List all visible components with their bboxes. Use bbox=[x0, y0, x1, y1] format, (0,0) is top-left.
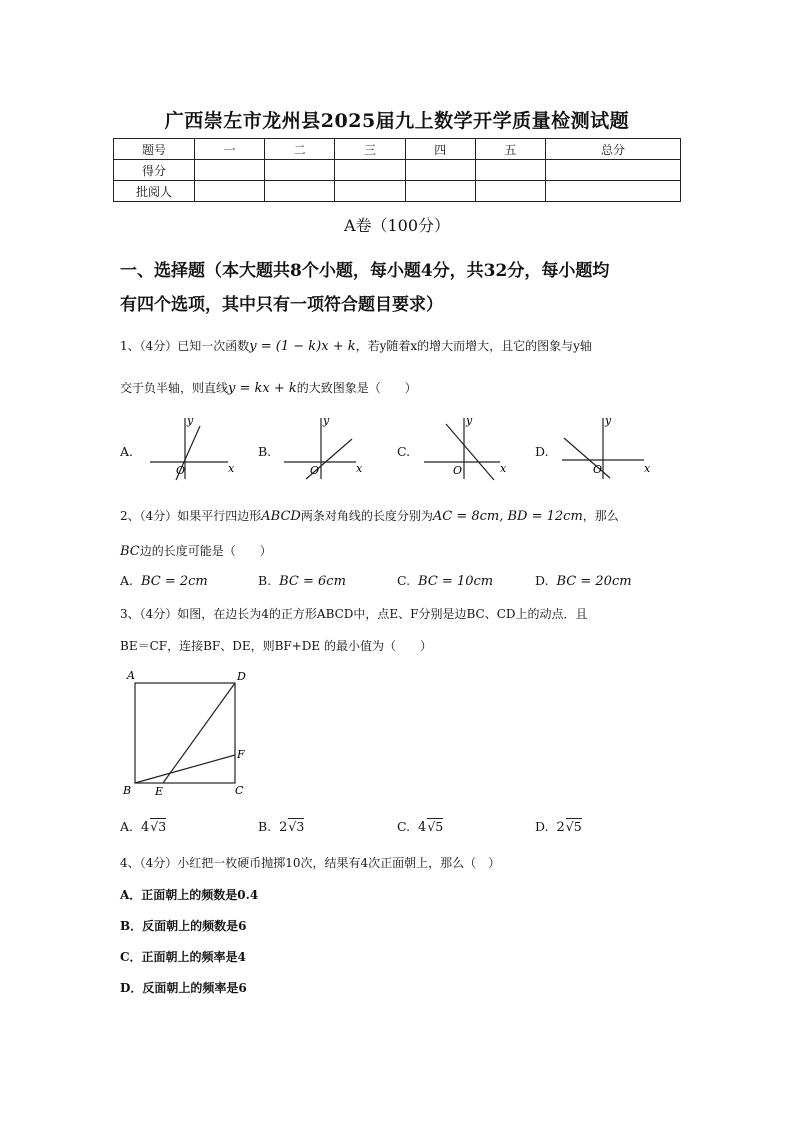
q3-option-b bbox=[258, 819, 304, 835]
q1-graph-a bbox=[148, 412, 236, 482]
option-value: BC = 2cm bbox=[140, 574, 208, 589]
x-axis-label: x bbox=[500, 462, 507, 475]
origin-label: O bbox=[176, 464, 186, 477]
option-label: A. bbox=[120, 819, 134, 834]
option-value: BC = 10cm bbox=[418, 574, 494, 589]
q1-option-a-label: A. bbox=[120, 444, 134, 459]
q2-formula: AC = 8cm, BD = 12cm bbox=[432, 509, 583, 524]
radicand: 3 bbox=[158, 819, 167, 834]
q1-line2 bbox=[120, 378, 417, 399]
score-table-header-row bbox=[114, 139, 681, 160]
q2-line1 bbox=[120, 506, 619, 527]
q2-option-c bbox=[397, 573, 493, 589]
q1-graph-c bbox=[422, 412, 508, 482]
radical: √5 bbox=[565, 819, 582, 834]
score-cell bbox=[335, 160, 405, 181]
score-table-header-cell: 二 bbox=[265, 139, 335, 160]
score-cell bbox=[335, 181, 405, 202]
part1-heading bbox=[120, 254, 680, 322]
q1-formula1: y = (1 − k)x + k bbox=[249, 339, 356, 354]
radicand: 5 bbox=[435, 819, 444, 834]
option-coef: 4 bbox=[418, 820, 427, 835]
page-title: 广西崇左市龙州县2025届九上数学开学质量检测试题 bbox=[164, 110, 630, 132]
q1-graph-d bbox=[560, 412, 652, 482]
score-cell bbox=[475, 160, 545, 181]
q2-option-b bbox=[258, 573, 346, 589]
option-value: BC = 6cm bbox=[279, 574, 346, 589]
section-a-heading: A卷（100分） bbox=[343, 216, 451, 235]
point-d-label: D bbox=[237, 670, 246, 683]
score-table-row bbox=[114, 181, 681, 202]
point-f-label: F bbox=[237, 748, 245, 761]
q3-line2: BE＝CF，连接BF、DE，则BF+DE 的最小值为（ ） bbox=[120, 639, 433, 653]
score-cell bbox=[546, 181, 681, 202]
point-b-label: B bbox=[123, 784, 132, 797]
x-axis-label: x bbox=[228, 462, 235, 475]
q3-option-c bbox=[397, 819, 443, 835]
radical: √3 bbox=[150, 819, 167, 834]
option-label: B. bbox=[258, 819, 272, 834]
x-axis-label: x bbox=[644, 462, 651, 475]
score-cell bbox=[265, 181, 335, 202]
radical: √5 bbox=[427, 819, 444, 834]
radicand: 5 bbox=[573, 819, 582, 834]
q2-mid: 两条对角线的长度分别为 bbox=[300, 509, 433, 523]
q2-abcd: ABCD bbox=[261, 509, 301, 524]
origin-label: O bbox=[593, 463, 603, 476]
q4-option-b: B．反面朝上的频数是6 bbox=[120, 919, 247, 933]
score-cell bbox=[265, 160, 335, 181]
score-table-header-cell: 五 bbox=[475, 139, 545, 160]
q2-prefix: 2、（4分）如果平行四边形 bbox=[120, 509, 262, 523]
q1-formula2: y = kx + k bbox=[228, 381, 297, 396]
option-label: B. bbox=[258, 573, 272, 588]
q1-option-c-label: C. bbox=[397, 444, 411, 459]
score-cell bbox=[546, 160, 681, 181]
option-label: A. bbox=[120, 573, 134, 588]
y-axis-label: y bbox=[187, 414, 194, 427]
q2-suffix: ，那么 bbox=[582, 509, 619, 523]
segment-bf bbox=[135, 755, 235, 783]
score-table-header-cell: 四 bbox=[405, 139, 475, 160]
q1-line2-prefix: 交于负半轴，则直线 bbox=[120, 381, 229, 395]
option-value: BC = 20cm bbox=[556, 574, 632, 589]
option-coef: 4 bbox=[140, 820, 150, 835]
x-axis-label: x bbox=[356, 462, 363, 475]
point-e-label: E bbox=[155, 785, 164, 798]
point-a-label: A bbox=[127, 669, 135, 682]
q1-line1 bbox=[120, 336, 592, 357]
square-abcd bbox=[135, 683, 235, 783]
score-table-header-cell: 题号 bbox=[114, 139, 195, 160]
option-label: D. bbox=[535, 573, 549, 588]
q3-option-d bbox=[535, 819, 582, 835]
option-label: D. bbox=[535, 819, 549, 834]
q2-bc: BC bbox=[120, 544, 140, 559]
q4-option-d: D．反面朝上的频率是6 bbox=[120, 981, 247, 995]
q3-square-figure bbox=[118, 666, 258, 802]
y-axis-label: y bbox=[466, 414, 473, 427]
q4-option-c: C．正面朝上的频率是4 bbox=[120, 950, 246, 964]
q2-line2 bbox=[120, 541, 272, 562]
q3-option-a bbox=[120, 819, 166, 835]
q1-line2-suffix: 的大致图象是（ ） bbox=[296, 381, 417, 395]
radicand: 3 bbox=[296, 819, 305, 834]
q1-prefix: 1、（4分）已知一次函数 bbox=[120, 339, 250, 353]
q4-stem: 4、（4分）小红把一枚硬币抛掷10次，结果有4次正面朝上，那么（ ） bbox=[120, 856, 501, 870]
q1-option-d-label: D. bbox=[535, 444, 549, 459]
q1-graph-b bbox=[282, 412, 364, 482]
score-table-row-label: 得分 bbox=[114, 160, 195, 181]
option-coef: 2 bbox=[556, 820, 565, 835]
origin-label: O bbox=[310, 464, 320, 477]
origin-label: O bbox=[453, 464, 463, 477]
q2-option-a bbox=[120, 573, 208, 589]
radical: √3 bbox=[288, 819, 305, 834]
y-axis-label: y bbox=[605, 414, 612, 427]
q2-option-d bbox=[535, 573, 632, 589]
q1-mid: ，若y随着x的增大而增大，且它的图象与y轴 bbox=[355, 339, 592, 353]
score-cell bbox=[405, 181, 475, 202]
q3-line1: 3、（4分）如图，在边长为4的正方形ABCD中，点E、F分别是边BC、CD上的动点．且 bbox=[120, 607, 588, 621]
option-label: C. bbox=[397, 819, 411, 834]
option-coef: 2 bbox=[279, 820, 288, 835]
score-cell bbox=[195, 160, 265, 181]
q2-line2-text: 边的长度可能是（ ） bbox=[139, 544, 272, 558]
score-cell bbox=[405, 160, 475, 181]
score-cell bbox=[195, 181, 265, 202]
score-table-row bbox=[114, 160, 681, 181]
part1-heading-line2: 有四个选项，其中只有一项符合题目要求） bbox=[120, 295, 443, 315]
y-axis-label: y bbox=[323, 414, 330, 427]
q4-option-a: A．正面朝上的频数是0.4 bbox=[120, 888, 259, 902]
score-table-header-cell: 三 bbox=[335, 139, 405, 160]
part1-heading-line1: 一、选择题（本大题共8个小题，每小题4分，共32分，每小题均 bbox=[120, 261, 610, 281]
score-table bbox=[113, 138, 681, 202]
score-cell bbox=[475, 181, 545, 202]
score-table-header-cell: 总分 bbox=[546, 139, 681, 160]
option-label: C. bbox=[397, 573, 411, 588]
score-table-header-cell: 一 bbox=[195, 139, 265, 160]
q1-option-b-label: B. bbox=[258, 444, 272, 459]
score-table-row-label: 批阅人 bbox=[114, 181, 195, 202]
point-c-label: C bbox=[235, 784, 244, 797]
segment-de bbox=[163, 683, 235, 783]
